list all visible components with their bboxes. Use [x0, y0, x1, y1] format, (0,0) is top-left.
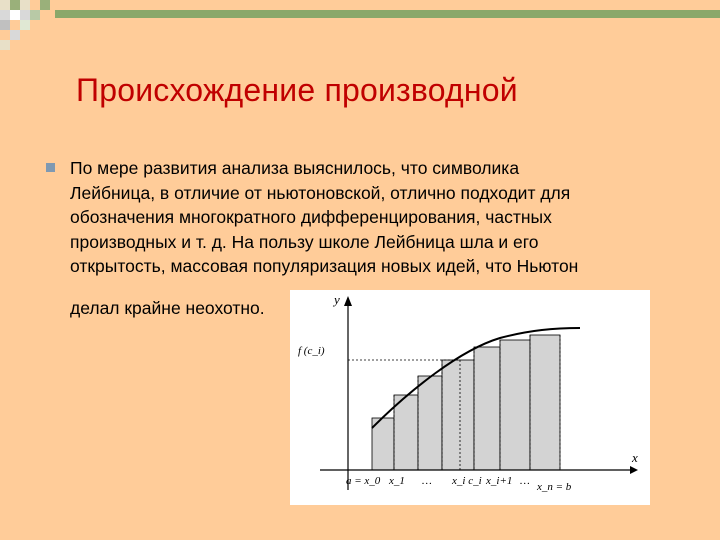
- sum-bar: [500, 340, 530, 470]
- paragraph-line: обозначения многократного дифференцирования, частных: [70, 207, 552, 227]
- tick-label: …: [520, 475, 530, 487]
- paragraph-line: производных и т. д. На пользу школе Лейбница шла и его: [70, 231, 539, 252]
- paragraph-last-line: делал крайне неохотно.: [70, 298, 265, 318]
- sum-bar: [418, 376, 442, 470]
- tick-label: …: [422, 475, 432, 487]
- paragraph: [70, 156, 670, 279]
- sum-bar: [442, 360, 474, 470]
- tick-label: x_n = b: [537, 481, 572, 493]
- sum-bar: [474, 347, 500, 470]
- riemann-sum-diagram: [290, 290, 650, 505]
- paragraph-line: открытость, массовая популяризация новых идей, что Ньютон: [70, 256, 579, 276]
- header-decoration: [0, 0, 720, 60]
- paragraph-line: По мере развития анализа выяснилось, что символика: [70, 158, 520, 178]
- tick-label: x_i+1: [486, 475, 513, 487]
- y-axis-label: y: [334, 292, 340, 307]
- paragraph-line: Лейбница, в отличие от ньютоновской, отлично подходит для: [70, 182, 571, 203]
- fc-label: f (c_i): [298, 345, 325, 357]
- tick-label: x_1: [389, 475, 405, 487]
- bullet-square-icon: [46, 163, 55, 172]
- x-axis-label: x: [632, 450, 638, 465]
- slide-title: Происхождение производной: [76, 72, 518, 108]
- sum-bar: [530, 335, 560, 470]
- tick-label: a = x_0: [346, 475, 381, 487]
- sum-bar: [394, 395, 418, 470]
- tick-label: x_i c_i: [452, 475, 482, 487]
